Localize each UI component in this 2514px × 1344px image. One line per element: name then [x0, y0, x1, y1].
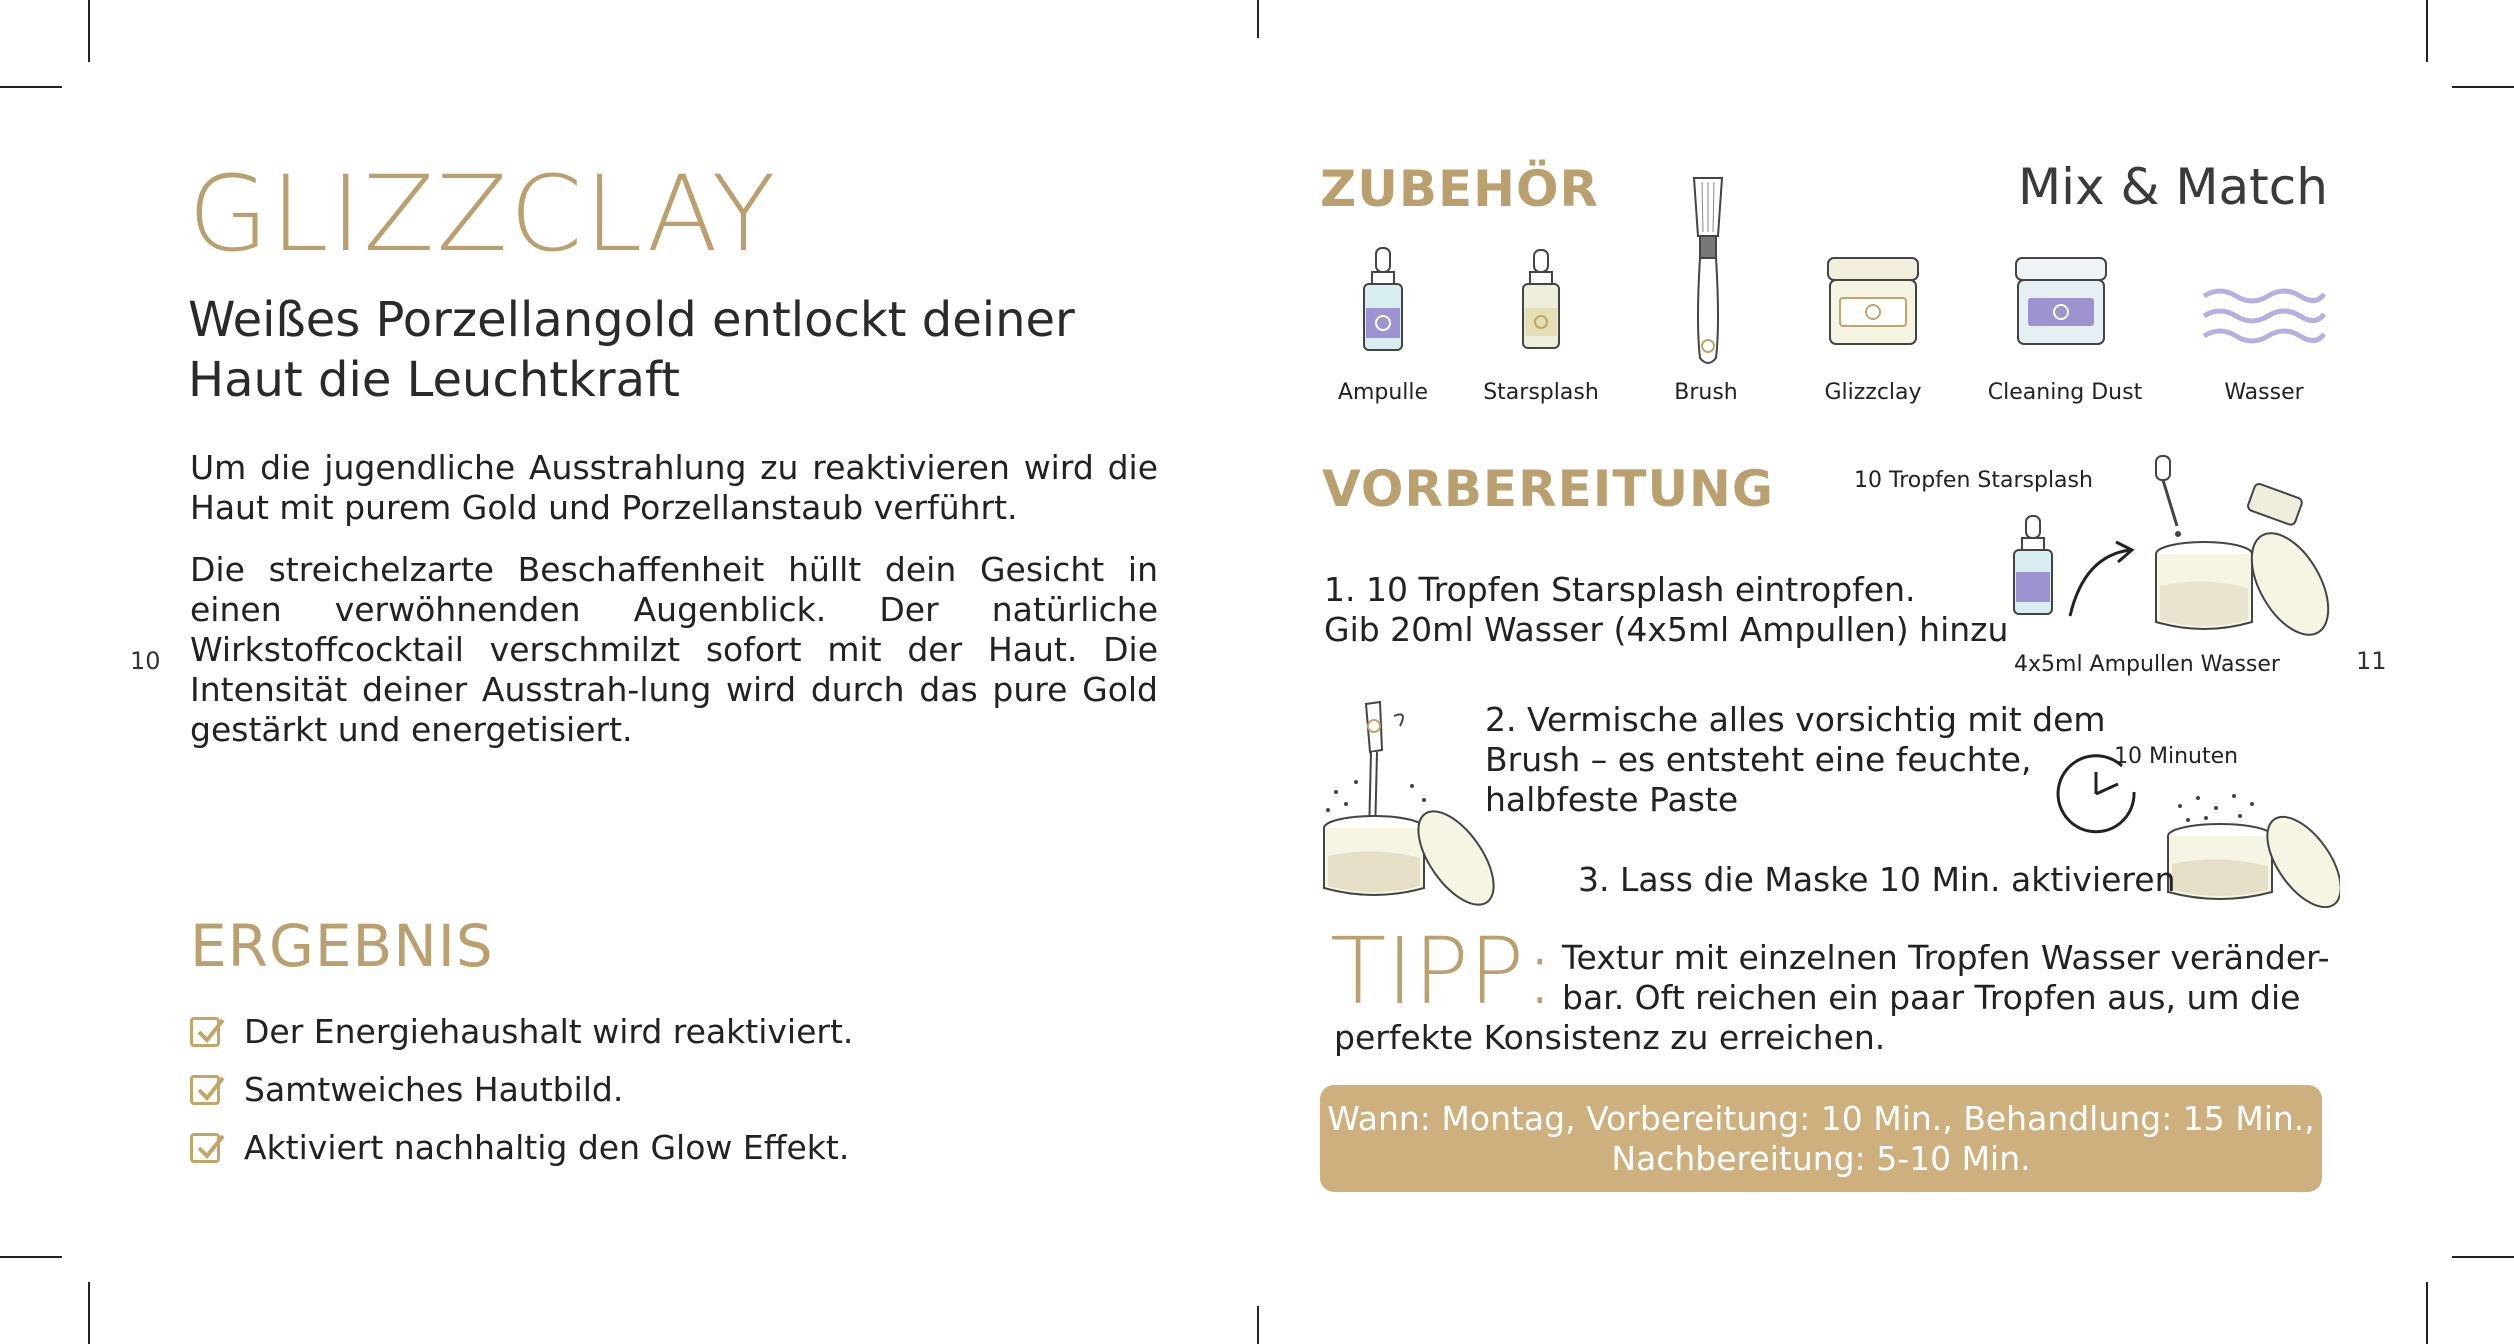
ampulle-icon — [1358, 246, 1408, 354]
tip-line: bar. Oft reichen ein paar Tropfen aus, um die — [1562, 978, 2301, 1017]
page-title: GLIZZCLAY — [188, 153, 778, 275]
accessory-label: Starsplash — [1483, 380, 1599, 405]
step-2-line: 2. Vermische alles vorsichtig mit dem — [1485, 700, 2106, 739]
glizzclay-jar-icon — [1824, 254, 1922, 350]
step-1 — [1324, 570, 2008, 650]
page-number-right: 11 — [2356, 647, 2387, 675]
crop-mark — [0, 1256, 62, 1258]
result-heading: ERGEBNIS — [190, 912, 494, 980]
timer-label: 10 Minuten — [2114, 744, 2239, 769]
schedule-info-box — [1320, 1085, 2322, 1192]
step-1-illustration — [2004, 446, 2334, 656]
tip-line: Textur mit einzelnen Tropfen Wasser veränder- — [1562, 938, 2330, 977]
drops-label: 10 Tropfen Starsplash — [1854, 468, 2093, 493]
accessory-label: Glizzclay — [1824, 380, 1922, 405]
checkbox-icon — [190, 1017, 220, 1047]
step-1-line: 1. 10 Tropfen Starsplash eintropfen. — [1324, 570, 1916, 609]
accessory-label: Brush — [1674, 380, 1738, 405]
page-number-left: 10 — [130, 647, 161, 675]
starsplash-icon — [1518, 248, 1564, 352]
step-3: 3. Lass die Maske 10 Min. aktivieren — [1578, 860, 2176, 899]
tip-line: perfekte Konsistenz zu erreichen. — [1334, 1018, 1886, 1057]
intro-paragraph: Um die jugendliche Ausstrahlung zu reaktivieren wird die Haut mit purem Gold und Porzellanstaub verführt. — [190, 448, 1158, 527]
step-2 — [1485, 700, 2106, 820]
result-item — [190, 1012, 853, 1051]
result-text: Aktiviert nachhaltig den Glow Effekt. — [244, 1128, 850, 1167]
step-2-mixing-illustration — [1316, 696, 1496, 906]
tip-text — [1562, 938, 2330, 1018]
clock-icon — [2052, 750, 2142, 840]
result-text: Der Energiehaushalt wird reaktiviert. — [244, 1012, 854, 1051]
step-2-line: Brush – es entsteht eine feuchte, — [1485, 740, 2032, 779]
crop-mark — [2426, 0, 2428, 62]
crop-mark — [1257, 1306, 1259, 1344]
crop-mark — [1257, 0, 1259, 38]
crop-mark — [2452, 1256, 2514, 1258]
crop-mark — [88, 0, 90, 62]
result-item — [190, 1128, 849, 1167]
checkbox-icon — [190, 1133, 220, 1163]
mix-match-label: Mix & Match — [2018, 158, 2328, 216]
schedule-line: Nachbereitung: 5-10 Min. — [1611, 1138, 2031, 1178]
result-item — [190, 1070, 623, 1109]
subtitle — [188, 290, 1188, 410]
accessory-label: Cleaning Dust — [1987, 380, 2143, 405]
crop-mark — [88, 1282, 90, 1344]
crop-mark — [2452, 86, 2514, 88]
brush-icon — [1688, 174, 1728, 370]
step-1-line: Gib 20ml Wasser (4x5ml Ampullen) hinzu — [1324, 610, 2009, 649]
accessories-heading: ZUBEHÖR — [1320, 160, 1599, 218]
result-text: Samtweiches Hautbild. — [244, 1070, 624, 1109]
checkbox-icon — [190, 1075, 220, 1105]
crop-mark — [0, 86, 62, 88]
ampullen-label: 4x5ml Ampullen Wasser — [2014, 652, 2280, 677]
accessory-label: Ampulle — [1337, 380, 1429, 405]
subtitle-line: Haut die Leuchtkraft — [188, 352, 680, 408]
description-paragraph: Die streichelzarte Beschaffenheit hüllt dein Gesicht in einen verwöhnenden Augenblick. Der natürliche Wirkstoffcocktail verschmilzt sofort mit der Haut. Die Intensität deiner Ausstrah-lung wird durch das pure Gold gestärkt und energetisiert. — [190, 550, 1158, 749]
step-3-jar-illustration — [2150, 788, 2340, 908]
crop-mark — [2426, 1282, 2428, 1344]
schedule-line: Wann: Montag, Vorbereitung: 10 Min., Behandlung: 15 Min., — [1327, 1098, 2315, 1138]
preparation-heading: VORBEREITUNG — [1322, 460, 1774, 518]
tip-label: TIPP: — [1330, 918, 1556, 1025]
subtitle-line: Weißes Porzellangold entlockt deiner — [188, 292, 1075, 348]
accessory-label: Wasser — [2224, 380, 2304, 405]
cleaning-dust-jar-icon — [2012, 254, 2110, 350]
step-2-line: halbfeste Paste — [1485, 780, 1739, 819]
water-waves-icon — [2200, 286, 2328, 348]
